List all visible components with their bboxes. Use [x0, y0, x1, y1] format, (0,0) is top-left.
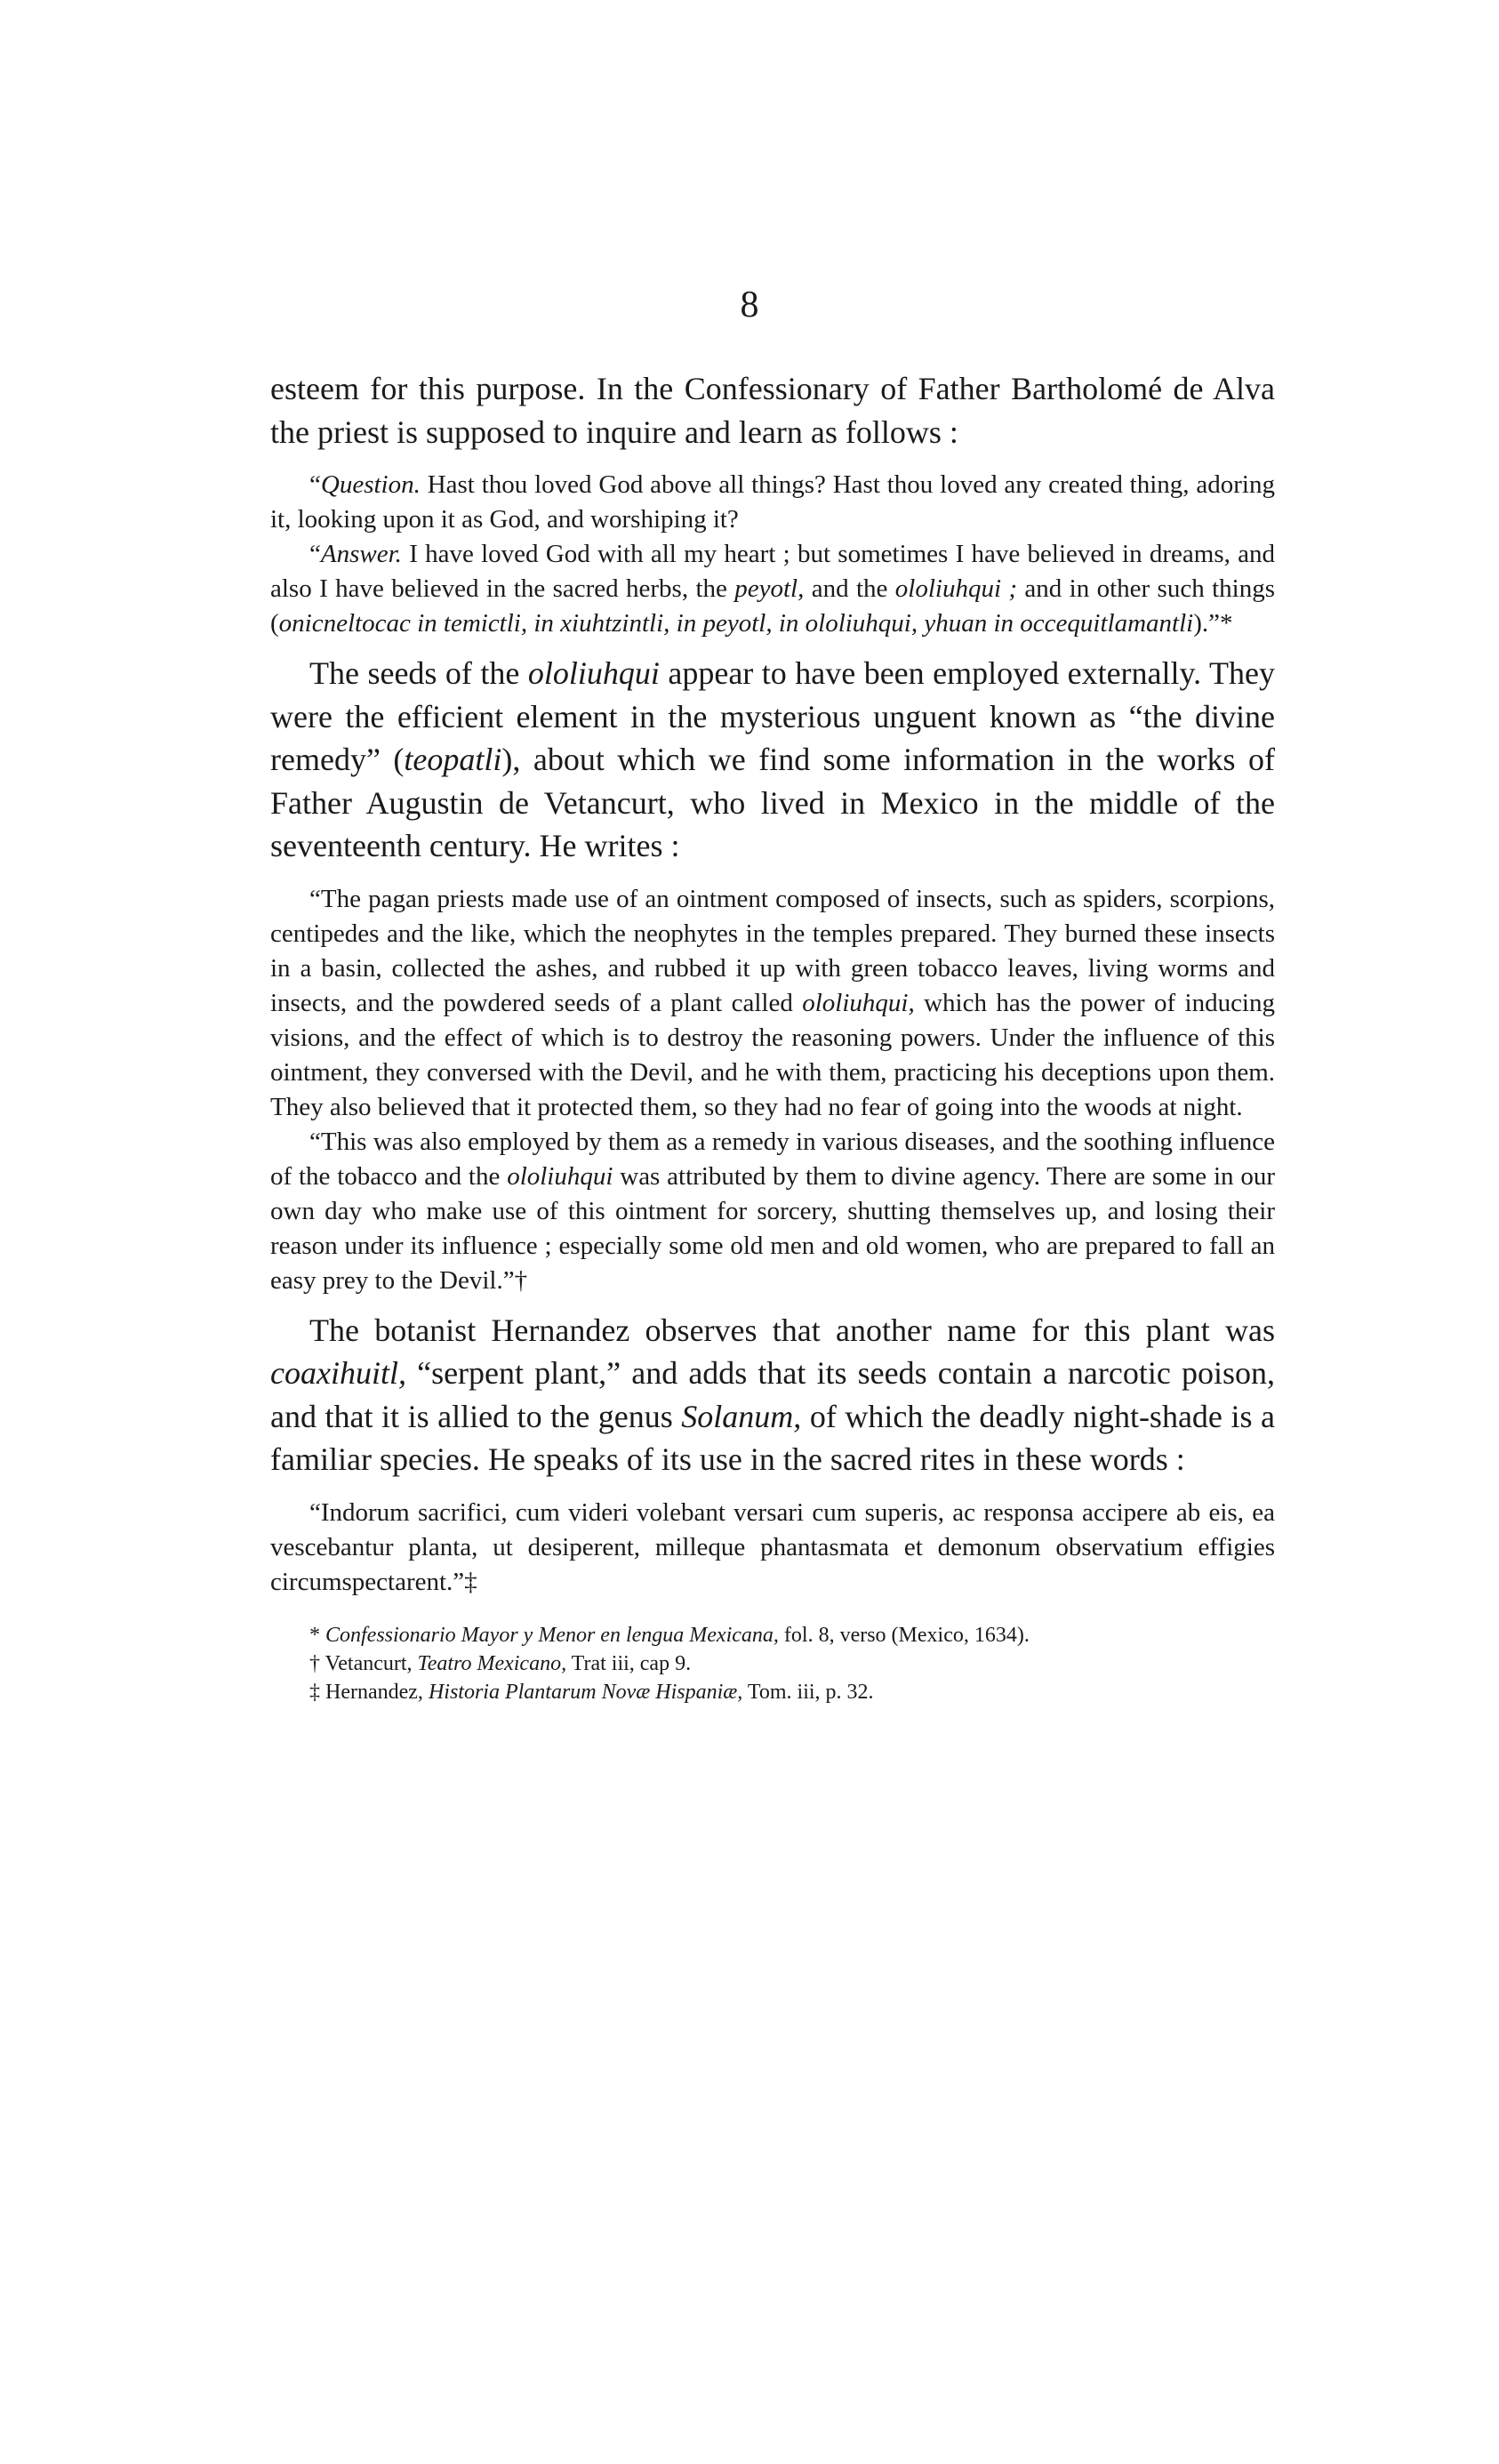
footnote-rest: fol. 8, verso (Mexico, 1634).: [778, 1623, 1030, 1647]
footnote-rest: Trat iii, cap 9.: [566, 1651, 692, 1675]
quote-text: “The pagan priests made use of an ointment composed of insects, such as spiders, scorpions, centipedes and the like, which the neophytes in the temples prepared. They burned these insects in a basin, collected the ashes, and rubbed it up with green tobacco leaves, living worms and insects, and the powdered seeds of a plant called: [270, 884, 1275, 1017]
footnote-title: Historia Plantarum Novæ Hispaniæ,: [428, 1680, 743, 1704]
paragraph-text: of which the deadly night-shade is a familiar species. He speaks of its use in the sacred rites in these words :: [270, 1398, 1275, 1477]
paragraph-italic-term: ololiuhqui: [527, 655, 660, 691]
footnote-rest: Tom. iii, p. 32.: [742, 1680, 874, 1704]
footnote-author: Hernandez,: [325, 1680, 429, 1704]
question-text: Hast thou loved God above all things? Hast thou loved any created thing, adoring it, looking upon it as God, and worshiping it?: [270, 470, 1275, 534]
paragraph-text: ), about which we find some information in the works of Father Augustin de Vetancurt, who lived in Mexico in the middle of the seventeenth century. He writes :: [270, 742, 1275, 863]
quote-text: “This was also employed by them as a remedy in various diseases, and the soothing influence of the tobacco and the: [270, 1127, 1275, 1191]
answer-italic-nahuatl: onicneltocac in temictli, in xiuhtzintli, in peyotl, in ololiuhqui, yhuan in occequitlamantli: [278, 609, 1194, 638]
quote-text: was attributed by them to divine agency. There are some in our own day who make use of this ointment for sorcery, shutting themselves up, and losing their reason under its influence ; especially some old men and old women, who are prepared to fall an easy prey to the Devil.”†: [270, 1161, 1275, 1295]
paragraph-3: [270, 1309, 1275, 1481]
quote-italic-term: ololiuhqui: [507, 1161, 613, 1191]
footnote-mark: †: [309, 1651, 325, 1675]
page-number: 8: [740, 285, 759, 325]
footnote-title: Confessionario Mayor y Menor en lengua Mexicana,: [325, 1623, 779, 1647]
answer-text: I have loved God with all my heart ; but sometimes I have believed in dreams, and also I have believed in the sacred herbs, the: [270, 540, 1275, 603]
answer-label: Answer.: [320, 540, 402, 568]
footnote-2: [270, 1649, 1275, 1678]
paragraph-text: “serpent plant,” and adds that its seeds contain a narcotic poison, and that it is allied to the genus: [270, 1355, 1275, 1434]
footnote-3: [270, 1678, 1275, 1706]
paragraph-1: esteem for this purpose. In the Confessionary of Father Bartholomé de Alva the priest is supposed to inquire and learn as follows :: [270, 371, 1275, 450]
paragraph-text: appear to have been employed externally. They were the efficient element in the mysterious unguent known as “the divine remedy” (: [270, 655, 1275, 777]
question-label: Question.: [320, 470, 421, 499]
quote-open-mark: “: [309, 470, 321, 499]
quote-answer: [270, 537, 1275, 641]
quote-italic-term: ololiuhqui,: [802, 988, 915, 1017]
footnotes: [270, 1621, 1275, 1706]
answer-text: ).”*: [1193, 609, 1233, 638]
quote-open-mark: “: [309, 540, 321, 568]
footnote-1: [270, 1621, 1275, 1649]
paragraph-italic-term: coaxihuitl,: [270, 1355, 406, 1391]
answer-italic-term: peyotl,: [734, 574, 805, 603]
text-block: [270, 367, 1275, 1706]
footnote-title: Teatro Mexicano,: [417, 1651, 567, 1675]
footnote-mark: *: [309, 1623, 325, 1647]
paragraph-text: The botanist Hernandez observes that another name for this plant was: [309, 1312, 1275, 1348]
paragraph-text: The seeds of the: [309, 655, 528, 691]
answer-text: and the: [804, 574, 895, 603]
paragraph-2: [270, 652, 1275, 868]
quote-question: [270, 468, 1275, 537]
paragraph-italic-term: teopatli: [404, 742, 502, 777]
quote-hernandez-latin: “Indorum sacrifici, cum videri volebant versari cum superis, ac responsa accipere ab eis, ea vescebantur planta, ut desiperent, milleque phantasmata et demonum observatium effigies circumspectarent.”‡: [270, 1497, 1275, 1596]
answer-text: and in other such things (: [270, 574, 1275, 638]
answer-italic-term: ololiuhqui ;: [894, 574, 1018, 603]
quote-text: which has the power of inducing visions, and the effect of which is to destroy the reasoning powers. Under the influence of this ointment, they conversed with the Devil, and he with them, practicing his deceptions upon them. They also believed that it protected them, so they had no fear of going into the woods at night.: [270, 988, 1275, 1121]
paragraph-italic-term: Solanum,: [681, 1398, 802, 1434]
quote-vetancurt-1: [270, 882, 1275, 1125]
footnote-author: Vetancurt,: [325, 1651, 418, 1675]
quote-vetancurt-2: [270, 1125, 1275, 1298]
footnote-mark: ‡: [309, 1680, 325, 1704]
